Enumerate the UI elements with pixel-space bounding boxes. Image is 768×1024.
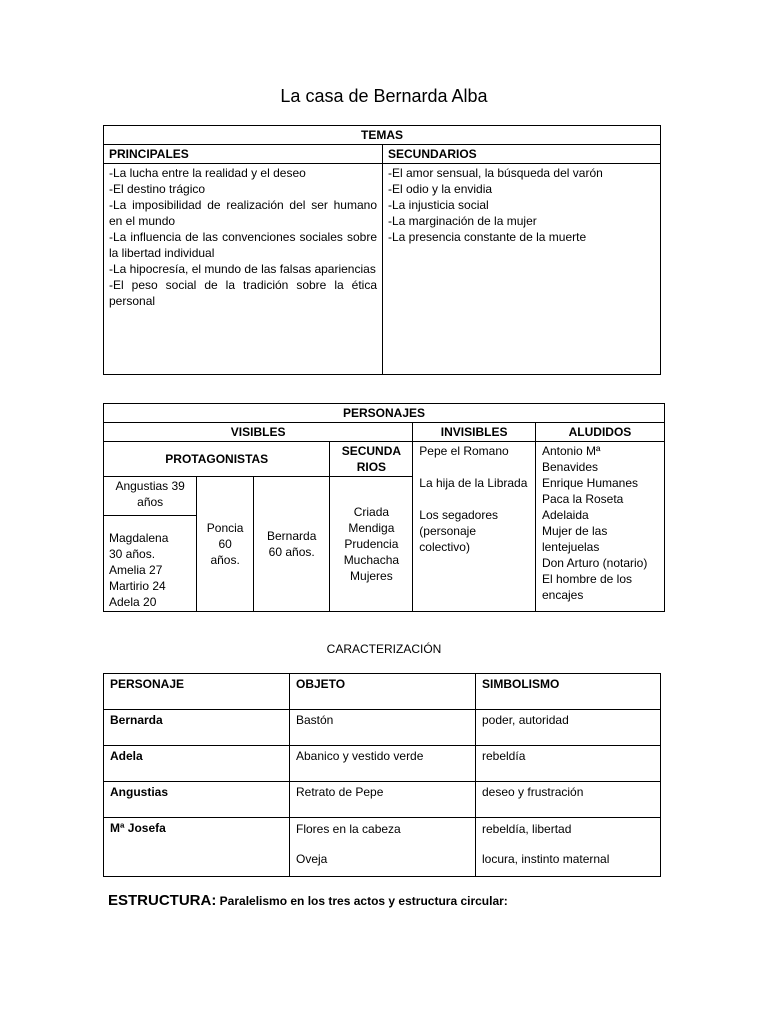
tema-principal: -La hipocresía, el mundo de las falsas apariencias: [109, 262, 376, 276]
tema-secundario: -El amor sensual, la búsqueda del varón: [388, 166, 603, 180]
secundarios-list: [383, 164, 661, 375]
aludidos-list: [536, 442, 664, 604]
table-row: Mª Josefa Flores en la cabeza Oveja rebeldía, libertad locura, instinto maternal: [104, 818, 661, 877]
estructura-text: Paralelismo en los tres actos y estructura circular:: [219, 894, 508, 908]
personaje-aludido: Mujer de las: [541, 524, 608, 538]
estructura-line: [108, 892, 508, 909]
table-row: Angustias Retrato de Pepe deseo y frustración: [104, 782, 661, 818]
personaje-aludido: Enrique Humanes: [541, 476, 639, 490]
objeto-cell: Flores en la cabeza Oveja: [290, 818, 476, 877]
personaje-invisible: La hija de la Librada: [419, 476, 528, 490]
temas-table: [103, 125, 661, 375]
visibles-label: VISIBLES: [104, 423, 413, 442]
tema-principal: -La influencia de las convenciones sociales sobre la libertad individual: [109, 230, 377, 260]
estructura-label: ESTRUCTURA:: [108, 892, 217, 909]
personaje-invisible: colectivo): [419, 540, 470, 554]
tema-secundario: -La presencia constante de la muerte: [388, 230, 587, 244]
aludidos-label: ALUDIDOS: [536, 423, 664, 442]
table-row: Bernarda Bastón poder, autoridad: [104, 710, 661, 746]
protagonistas-label: PROTAGONISTAS: [104, 442, 330, 477]
table-row: Adela Abanico y vestido verde rebeldía: [104, 746, 661, 782]
col-header: PERSONAJE: [104, 674, 290, 710]
personaje-aludido: encajes: [541, 588, 584, 602]
caracterizacion-label: CARACTERIZACIÓN: [326, 642, 442, 656]
personaje-aludido: Don Arturo (notario): [541, 556, 648, 570]
tema-principal: -La lucha entre la realidad y el deseo: [109, 166, 306, 180]
hermanas-cell: Magdalena 30 años. Amelia 27 Martirio 24 Adela 20: [104, 516, 197, 612]
tema-principal: -La imposibilidad de realización del ser humano en el mundo: [109, 198, 377, 228]
temas-header: TEMAS: [104, 126, 661, 145]
caracterizacion-table: [103, 673, 661, 877]
personajes-header: PERSONAJES: [104, 404, 665, 423]
angustias-cell: Angustias 39 años: [104, 477, 197, 516]
document-title: La casa de Bernarda Alba: [280, 86, 488, 106]
secundarios-personajes-label: SECUNDA RIOS: [330, 442, 413, 477]
secundarios-label: SECUNDARIOS: [383, 145, 661, 164]
col-header: OBJETO: [290, 674, 476, 710]
personajes-table: [103, 403, 665, 612]
tema-secundario: -La marginación de la mujer: [388, 214, 537, 228]
col-header: SIMBOLISMO: [476, 674, 661, 710]
personaje-aludido: lentejuelas: [541, 540, 600, 554]
personaje-aludido: El hombre de los: [541, 572, 633, 586]
tema-secundario: -La injusticia social: [388, 198, 489, 212]
tema-secundario: -El odio y la envidia: [388, 182, 493, 196]
invisibles-list: [413, 442, 535, 556]
personaje-invisible: (personaje: [419, 524, 476, 538]
bernarda-cell: Bernarda 60 años.: [253, 477, 330, 612]
personaje-aludido: Benavides: [541, 460, 599, 474]
personaje-aludido: Antonio Mª: [541, 444, 601, 458]
tema-principal: -El destino trágico: [109, 182, 206, 196]
personaje-aludido: Adelaida: [541, 508, 589, 522]
personaje-invisible: Los segadores: [419, 508, 499, 522]
invisibles-label: INVISIBLES: [413, 423, 535, 442]
poncia-cell: Poncia 60 años.: [197, 477, 254, 612]
simbolismo-cell: rebeldía, libertad locura, instinto maternal: [476, 818, 661, 877]
aludidos-column: [535, 423, 664, 612]
secundarios-personajes-list: Criada Mendiga Prudencia Muchacha Mujeres: [330, 477, 413, 612]
tema-principal: -El peso social de la tradición sobre la ética personal: [109, 278, 377, 308]
principales-list: [104, 164, 383, 375]
personaje-invisible: Pepe el Romano: [419, 444, 509, 458]
principales-label: PRINCIPALES: [104, 145, 383, 164]
personaje-aludido: Paca la Roseta: [541, 492, 624, 506]
invisibles-column: [413, 423, 536, 612]
